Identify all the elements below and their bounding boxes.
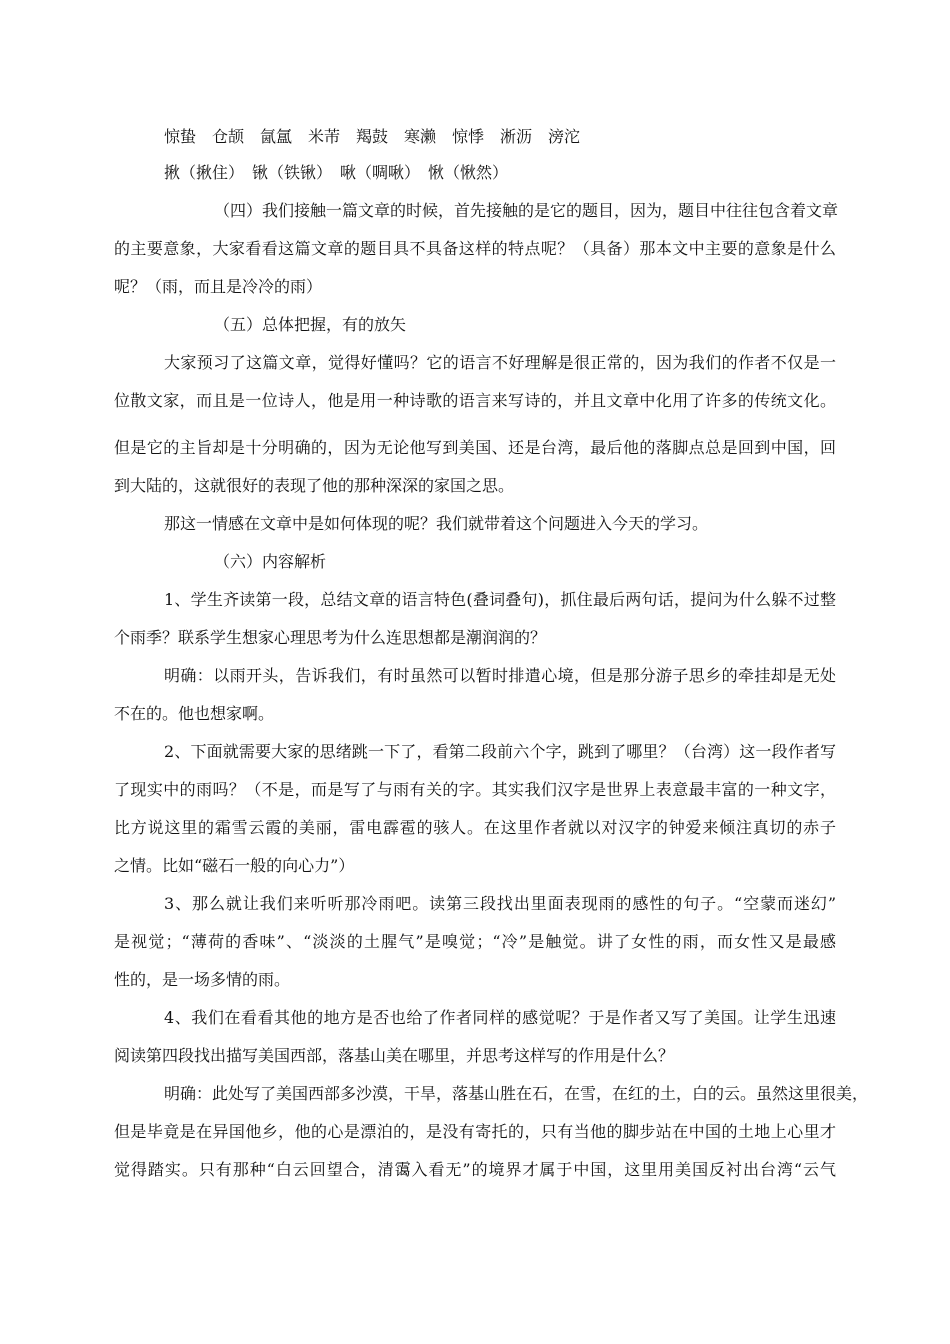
paragraph-line: 是视觉；“薄荷的香味”、“淡淡的土腥气”是嗅觉；“冷”是触觉。讲了女性的雨，而女性又是最感 [114, 932, 836, 951]
paragraph-line: 3、那么就让我们来听听那冷雨吧。读第三段找出里面表现雨的感性的句子。“空蒙而迷幻” [164, 894, 836, 913]
paragraph-line: 明确：以雨开头，告诉我们，有时虽然可以暂时排遣心境，但是那分游子思乡的牵挂却是无处 [164, 666, 836, 685]
paragraph-line: 了现实中的雨吗？（不是，而是写了与雨有关的字。其实我们汉字是世界上表意最丰富的一种文字， [114, 780, 836, 799]
paragraph-line: 性的，是一场多情的雨。 [114, 970, 291, 989]
section-heading: （五）总体把握，有的放矢 [214, 315, 407, 334]
paragraph-line: 个雨季？联系学生想家心理思考为什么连思想都是潮润润的？ [114, 628, 547, 647]
paragraph-line: 1、学生齐读第一段，总结文章的语言特色(叠词叠句)，抓住最后两句话，提问为什么躲不过整 [164, 590, 836, 609]
paragraph-line: 比方说这里的霜雪云霞的美丽，雷电霹雹的骇人。在这里作者就以对汉字的钟爱来倾注真切的赤子 [114, 818, 836, 837]
paragraph-line: 2、下面就需要大家的思绪跳一下了，看第二段前六个字，跳到了哪里？（台湾）这一段作者写 [164, 742, 836, 761]
paragraph-line: 觉得踏实。只有那种“白云回望合，清霭入看无”的境界才属于中国，这里用美国反衬出台湾“云气 [114, 1160, 836, 1179]
paragraph-line: 明确：此处写了美国西部多沙漠，干旱，落基山胜在石，在雪，在红的土，白的云。虽然这里很美， [164, 1084, 869, 1103]
paragraph-line: 阅读第四段找出描写美国西部，落基山美在哪里，并思考这样写的作用是什么？ [114, 1046, 675, 1065]
paragraph-line: 4、我们在看看其他的地方是否也给了作者同样的感觉呢？于是作者又写了美国。让学生迅速 [164, 1008, 836, 1027]
paragraph-line: （四）我们接触一篇文章的时候，首先接触的是它的题目，因为，题目中往往包含着文章 [214, 201, 839, 220]
paragraph-line: 但是它的主旨却是十分明确的，因为无论他写到美国、还是台湾，最后他的落脚点总是回到中国，回 [114, 438, 836, 457]
paragraph-line: 不在的。他也想家啊。 [114, 704, 275, 723]
section-heading: （六）内容解析 [214, 552, 327, 571]
paragraph-line: 呢？（雨，而且是冷冷的雨） [114, 277, 323, 296]
vocab-line-1: 惊蛰 仓颉 氤氲 米芾 羯鼓 寒濑 惊悸 淅沥 滂沱 [164, 127, 581, 146]
paragraph-line: 到大陆的，这就很好的表现了他的那种深深的家国之思。 [114, 476, 515, 495]
paragraph-line: 位散文家，而且是一位诗人，他是用一种诗歌的语言来写诗的，并且文章中化用了许多的传统文化。 [114, 391, 836, 410]
paragraph-line: 之情。比如“磁石一般的向心力”） [114, 856, 355, 875]
vocab-line-2: 揪（揪住） 锹（铁锹） 啾（啁啾） 愀（愀然） [164, 163, 509, 182]
paragraph-line: 大家预习了这篇文章，觉得好懂吗？它的语言不好理解是很正常的，因为我们的作者不仅是一 [164, 353, 836, 372]
paragraph-line: 但是毕竟是在异国他乡，他的心是漂泊的，是没有寄托的，只有当他的脚步站在中国的土地上心里才 [114, 1122, 836, 1141]
paragraph-line: 的主要意象，大家看看这篇文章的题目具不具备这样的特点呢？（具备）那本文中主要的意象是什么 [114, 239, 836, 258]
paragraph-line: 那这一情感在文章中是如何体现的呢？我们就带着这个问题进入今天的学习。 [164, 514, 709, 533]
